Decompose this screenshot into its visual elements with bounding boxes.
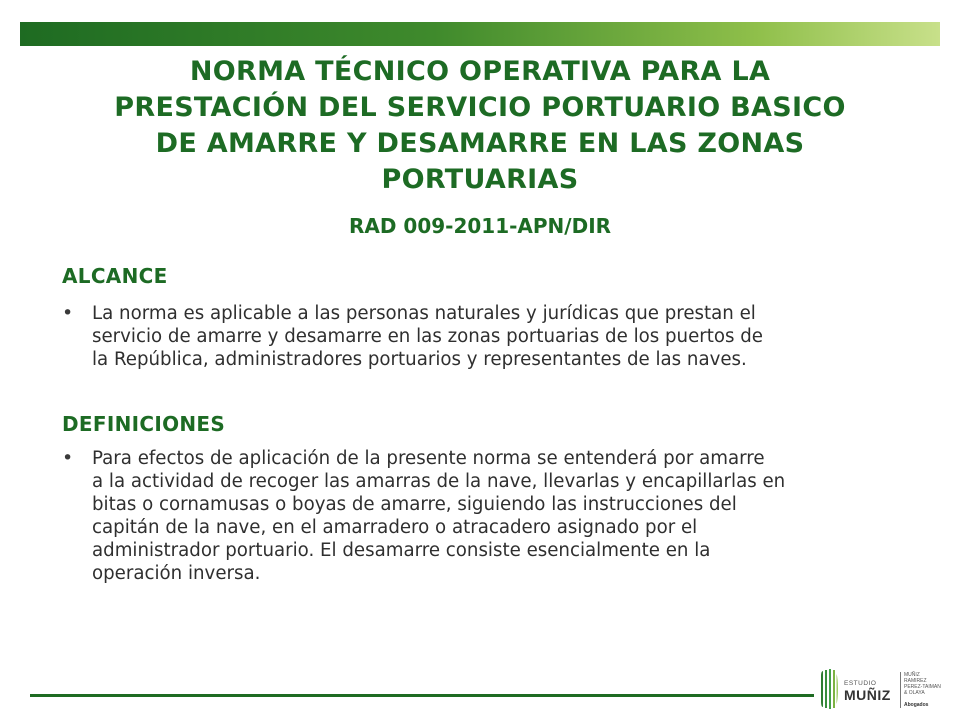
section-heading-alcance: ALCANCE	[62, 264, 168, 288]
text-line: bitas o cornamusas o boyas de amarre, siguiendo las instrucciones del	[92, 494, 737, 515]
bullet-text	[92, 302, 912, 371]
logo-tagline: Abogados	[904, 702, 929, 708]
bottom-divider	[30, 694, 814, 697]
firm-logo	[820, 664, 950, 714]
logo-divider	[900, 672, 901, 708]
section-heading-definiciones: DEFINICIONES	[62, 412, 226, 436]
text-line: a la actividad de recoger las amarras de la nave, llevarlas y encapillarlas en	[92, 471, 786, 492]
page-subtitle: RAD 009-2011-APN/DIR	[348, 214, 612, 238]
bullet-icon: •	[62, 447, 74, 469]
title-line: PORTUARIAS	[381, 164, 579, 195]
title-line: NORMA TÉCNICO OPERATIVA PARA LA	[189, 56, 771, 87]
page-title	[60, 54, 900, 198]
bullet-icon: •	[62, 302, 74, 324]
logo-stripes-icon	[820, 668, 838, 710]
text-line: La norma es aplicable a las personas naturales y jurídicas que prestan el	[92, 303, 756, 324]
text-line: operación inversa.	[92, 563, 261, 584]
title-line: PRESTACIÓN DEL SERVICIO PORTUARIO BASICO	[114, 92, 846, 123]
text-line: servicio de amarre y desamarre en las zonas portuarias de los puertos de	[92, 326, 764, 347]
logo-partners: MUÑIZ RAMIREZ PEREZ-TAIMAN & OLAYA	[904, 672, 941, 696]
logo-name: MUÑIZ	[844, 687, 891, 703]
top-accent-bar	[20, 22, 940, 46]
text-line: administrador portuario. El desamarre consiste esencialmente en la	[92, 540, 711, 561]
title-line: DE AMARRE Y DESAMARRE EN LAS ZONAS	[155, 128, 805, 159]
text-line: Para efectos de aplicación de la presente norma se entenderá por amarre	[92, 448, 765, 469]
text-line: capitán de la nave, en el amarradero o atracadero asignado por el	[92, 517, 698, 538]
bullet-text	[92, 447, 912, 585]
text-line: la República, administradores portuarios y representantes de las naves.	[92, 349, 747, 370]
logo-small-text: ESTUDIO	[844, 680, 877, 687]
